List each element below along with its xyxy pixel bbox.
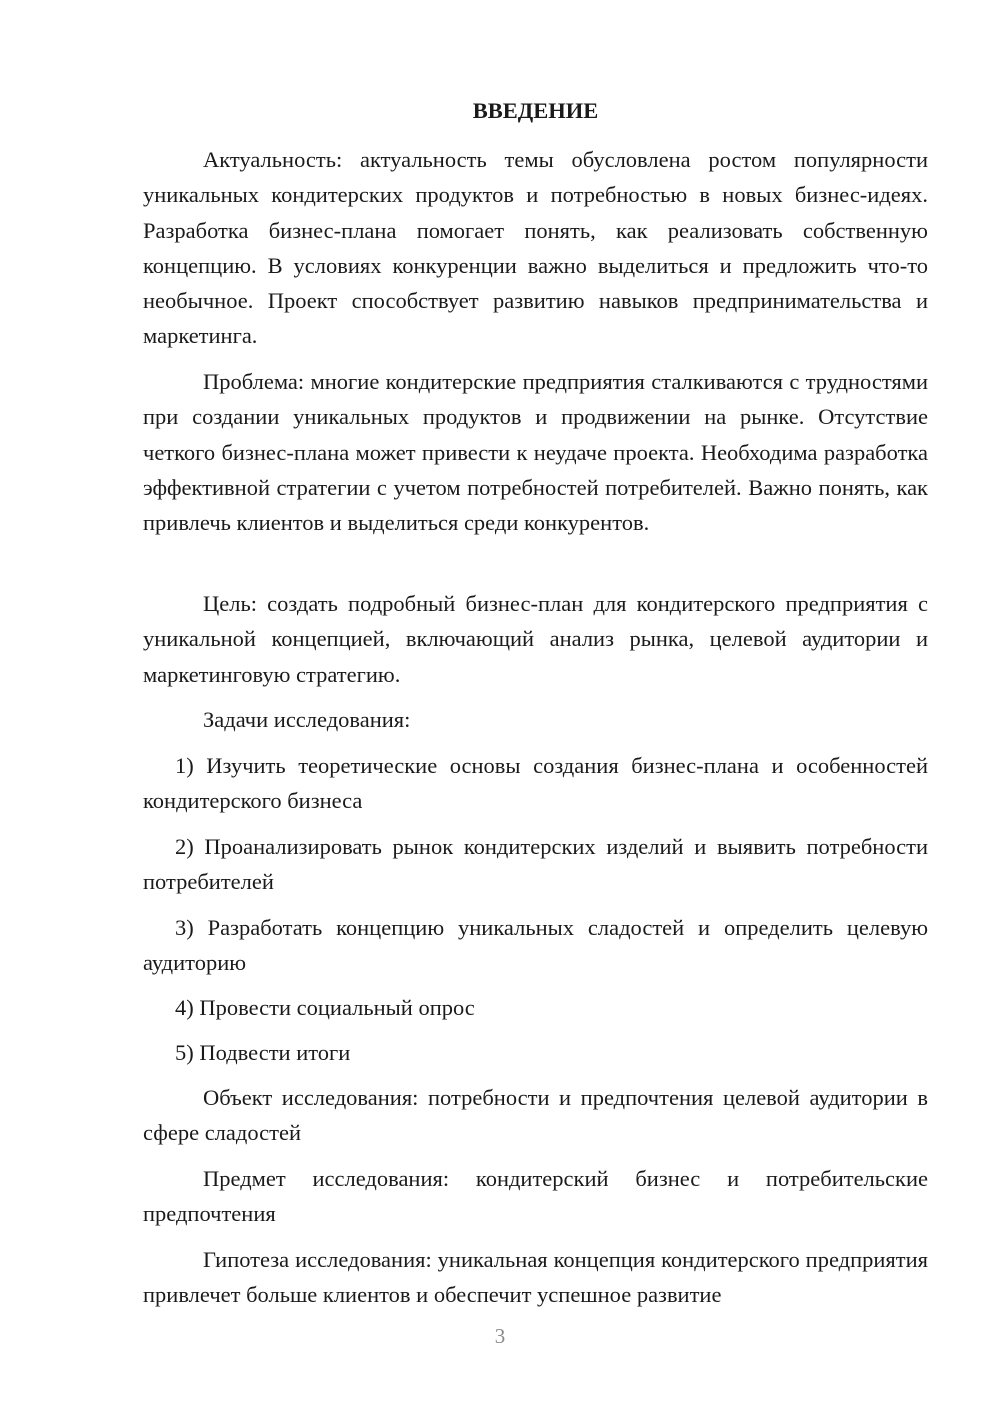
task-item-1: 1) Изучить теоретические основы создания бизнес-плана и особенностей кондитерского бизнеса [143, 753, 928, 814]
paragraph-goal: Цель: создать подробный бизнес-план для кондитерского предприятия с уникальной концепцией, включающий анализ рынка, целевой аудитории и маркетинговую стратегию. [143, 591, 928, 687]
paragraph-problem: Проблема: многие кондитерские предприятия сталкиваются с трудностями при создании уникальных продуктов и продвижении на рынке. Отсутствие четкого бизнес-плана может привести к неудаче проекта. Необходима разработка эффективной стратегии с учетом потребностей потребителей. Важно понять, как привлечь клиентов и выделиться среди конкурентов. [143, 369, 928, 536]
paragraph-relevance: Актуальность: актуальность темы обусловлена ростом популярности уникальных кондитерских продуктов и потребностью в новых бизнес-идеях. Разработка бизнес-плана помогает понять, как реализовать собственную концепцию. В условиях конкуренции важно выделиться и предложить что-то необычное. Проект способствует развитию навыков предпринимательства и маркетинга. [143, 147, 928, 349]
paragraph-tasks-heading: Задачи исследования: [203, 707, 411, 732]
task-item-3: 3) Разработать концепцию уникальных сладостей и определить целевую аудиторию [143, 915, 928, 976]
section-title: ВВЕДЕНИЕ [472, 98, 599, 123]
paragraph-hypothesis: Гипотеза исследования: уникальная концепция кондитерского предприятия привлечет больше клиентов и обеспечит успешное развитие [143, 1247, 928, 1308]
paragraph-subject: Предмет исследования: кондитерский бизнес и потребительские предпочтения [143, 1166, 928, 1227]
task-item-5: 5) Подвести итоги [175, 1040, 351, 1065]
page-number: 3 [494, 1324, 506, 1348]
paragraph-object: Объект исследования: потребности и предпочтения целевой аудитории в сфере сладостей [143, 1085, 928, 1146]
task-item-2: 2) Проанализировать рынок кондитерских изделий и выявить потребности потребителей [143, 834, 928, 895]
task-item-4: 4) Провести социальный опрос [175, 995, 475, 1020]
